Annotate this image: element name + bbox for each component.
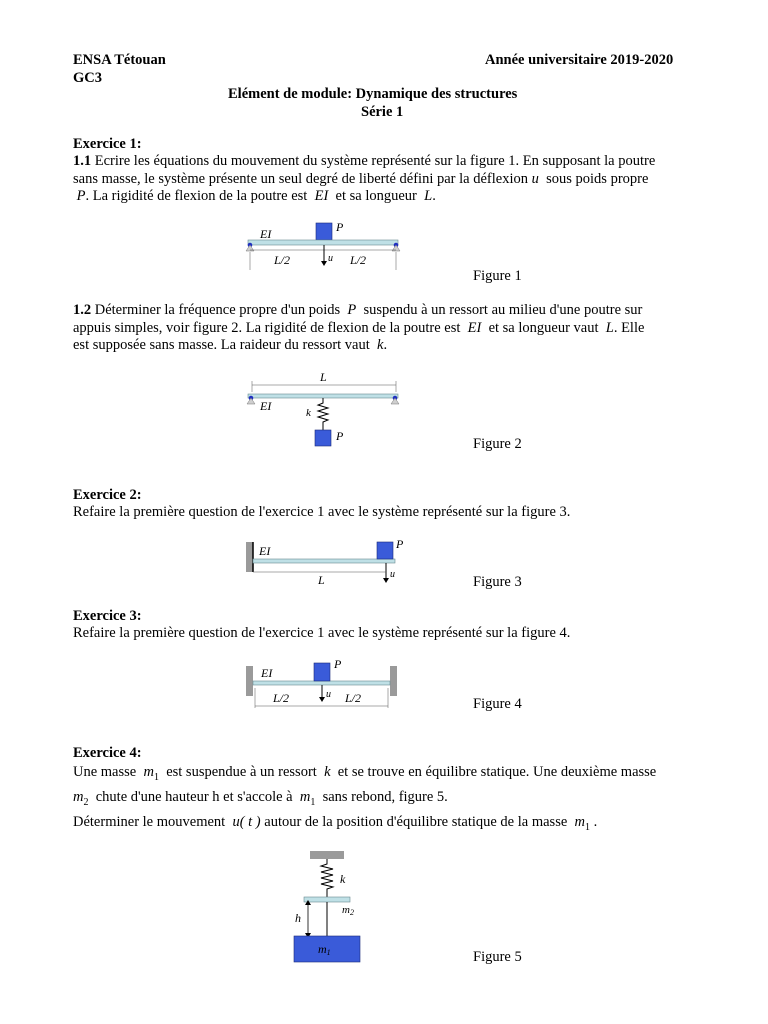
- q12-line2a: appuis simples, voir figure 2. La rigidité de flexion de la poutre est: [73, 319, 461, 336]
- fig5-ceiling: [310, 851, 344, 859]
- ex4-symbol-m1: m: [143, 764, 154, 780]
- fig5-spring: [321, 859, 333, 897]
- fig5-label-k: k: [340, 872, 346, 886]
- fig3-label-u: u: [390, 569, 395, 580]
- exercise-3-text: Refaire la première question de l'exercice 1 avec le système représenté sur la figure 4.: [73, 625, 571, 641]
- ex4-l1b: est suspendue à un ressort: [166, 764, 317, 780]
- fig4-beam: [253, 681, 390, 685]
- ex4-symbol-k: k: [324, 764, 331, 780]
- fig2-beam: [248, 394, 398, 398]
- ex4-l3a: Déterminer le mouvement: [73, 814, 226, 830]
- q12-line1a: Déterminer la fréquence propre d'un poids: [94, 302, 341, 318]
- figure-3-diagram: [243, 536, 408, 591]
- module-title: Elément de module: Dynamique des structures: [228, 86, 518, 102]
- ex4-symbol-m2: m: [73, 789, 84, 805]
- school-name: ENSA Tétouan: [73, 52, 166, 68]
- figure-5-diagram: [290, 850, 365, 965]
- figure-1-caption: Figure 1: [473, 268, 522, 284]
- exercise-3-title: Exercice 3:: [73, 608, 142, 624]
- fig5-label-m2: [342, 904, 354, 917]
- q11-symbol-p: P: [76, 188, 86, 204]
- fig3-label-p: P: [396, 537, 404, 551]
- fig5-mass-m2: [304, 897, 350, 902]
- ex4-symbol-ut: u( t ): [232, 814, 261, 830]
- fig2-spring: [318, 398, 328, 430]
- fig5-label-m1-sub: 1: [326, 948, 331, 957]
- fig3-beam: [253, 559, 395, 563]
- ex4-symbol-m1-c-sub: 1: [585, 821, 591, 833]
- q12-line3a: est supposée sans masse. La raideur du ressort vaut: [73, 337, 370, 353]
- ex4-symbol-m1-b: m: [299, 789, 311, 805]
- fig2-label-l: L: [320, 370, 327, 384]
- fig5-label-h: h: [295, 911, 301, 925]
- fig4-arrow-head: [319, 697, 325, 702]
- figure-5-caption: Figure 5: [473, 949, 522, 965]
- ex4-symbol-m1-b-sub: 1: [310, 796, 316, 808]
- exercise-2-title: Exercice 2:: [73, 487, 142, 503]
- fig2-support-right: [391, 398, 399, 404]
- ex4-symbol-m1-c: m: [574, 814, 586, 830]
- ex4-l1c: et se trouve en équilibre statique. Une deuxième masse: [337, 764, 657, 780]
- q11-symbol-u: u: [531, 170, 539, 187]
- exercise-4-line-2: [73, 789, 448, 808]
- exercise-2-text: Refaire la première question de l'exercice 1 avec le système représenté sur la figure 3.: [73, 504, 571, 520]
- exercise-4-line-3: [73, 814, 597, 833]
- fig3-arrow-head: [383, 578, 389, 583]
- academic-year: Année universitaire 2019-2020: [485, 52, 674, 68]
- figure-4-caption: Figure 4: [473, 696, 522, 712]
- fig3-label-ei: EI: [259, 544, 271, 558]
- exercise-1-title: Exercice 1:: [73, 136, 142, 152]
- q11-line2a: sans masse, le système présente un seul degré de liberté défini par la déflexion: [73, 170, 528, 187]
- q12-symbol-k: k: [377, 337, 384, 353]
- figure-3-caption: Figure 3: [473, 574, 522, 590]
- fig1-label-ei: EI: [260, 227, 272, 241]
- fig5-label-m2-sub: 2: [349, 908, 354, 917]
- q11-symbol-l: L: [424, 188, 433, 204]
- fig2-label-k: k: [306, 407, 311, 419]
- fig3-label-l: L: [318, 573, 325, 587]
- series-title: Série 1: [361, 104, 404, 120]
- figure-1-diagram: [240, 218, 405, 273]
- figure-2-diagram: [240, 368, 405, 453]
- q12-line1b: suspendu à un ressort au milieu d'une poutre sur: [363, 302, 643, 318]
- fig1-label-u: u: [328, 253, 333, 264]
- q11-symbol-ei: EI: [314, 188, 329, 204]
- q11-line1: Ecrire les équations du mouvement du système représenté sur la figure 1. En supposant la poutre: [94, 153, 656, 169]
- q12-number: 1.2: [73, 302, 92, 318]
- q12-line2c: . Elle: [613, 319, 645, 336]
- fig4-wall-left: [246, 666, 253, 696]
- fig4-wall-right: [390, 666, 397, 696]
- exercise-4-title: Exercice 4:: [73, 745, 142, 761]
- q11-line3a: . La rigidité de flexion de la poutre est: [85, 188, 308, 204]
- fig3-mass: [377, 542, 393, 559]
- fig2-label-p: P: [336, 429, 344, 443]
- exercise-4-line-1: [73, 764, 656, 783]
- q11-line2b: sous poids propre: [546, 170, 649, 187]
- question-1-1: [73, 153, 697, 206]
- fig1-arrow-head: [321, 261, 327, 266]
- q11-number: 1.1: [73, 153, 92, 169]
- ex4-l3c: .: [593, 814, 598, 830]
- fig5-label-m2-letter: m: [342, 904, 350, 916]
- ex4-symbol-m1-sub: 1: [153, 771, 159, 783]
- figure-4-diagram: [243, 656, 403, 714]
- fig1-label-p: P: [336, 220, 344, 234]
- fig1-label-l2-right: L/2: [350, 253, 367, 267]
- fig4-label-ei: EI: [261, 666, 273, 680]
- fig2-label-ei: EI: [260, 399, 272, 413]
- fig4-label-l2-right: L/2: [345, 691, 362, 705]
- fig3-wall: [246, 542, 253, 572]
- ex4-l2a: chute d'une hauteur h et s'accole à: [95, 789, 293, 805]
- fig4-mass: [314, 663, 330, 681]
- q12-line3b: .: [383, 337, 388, 353]
- fig4-label-u: u: [326, 689, 331, 700]
- q12-symbol-ei: EI: [467, 319, 482, 336]
- fig4-label-p: P: [334, 657, 342, 671]
- ex4-l2b: sans rebond, figure 5.: [322, 789, 448, 805]
- class-name: GC3: [73, 70, 102, 86]
- q11-line3b: et sa longueur: [335, 188, 417, 204]
- q12-symbol-l: L: [605, 319, 614, 336]
- q12-line2b: et sa longueur vaut: [488, 319, 599, 336]
- fig1-label-l2-left: L/2: [274, 253, 291, 267]
- fig4-label-l2-left: L/2: [273, 691, 290, 705]
- q11-line3c: .: [432, 188, 436, 204]
- fig5-label-m1-letter: m: [318, 942, 327, 956]
- ex4-l1a: Une masse: [73, 764, 137, 780]
- ex4-l3b: autour de la position d'équilibre statique de la masse: [264, 814, 568, 830]
- fig2-mass: [315, 430, 331, 446]
- figure-2-caption: Figure 2: [473, 436, 522, 452]
- question-1-2: [73, 302, 697, 355]
- fig1-mass: [316, 223, 332, 240]
- ex4-symbol-m2-sub: 2: [83, 796, 89, 808]
- q12-symbol-p: P: [347, 302, 357, 318]
- fig2-support-left: [247, 398, 255, 404]
